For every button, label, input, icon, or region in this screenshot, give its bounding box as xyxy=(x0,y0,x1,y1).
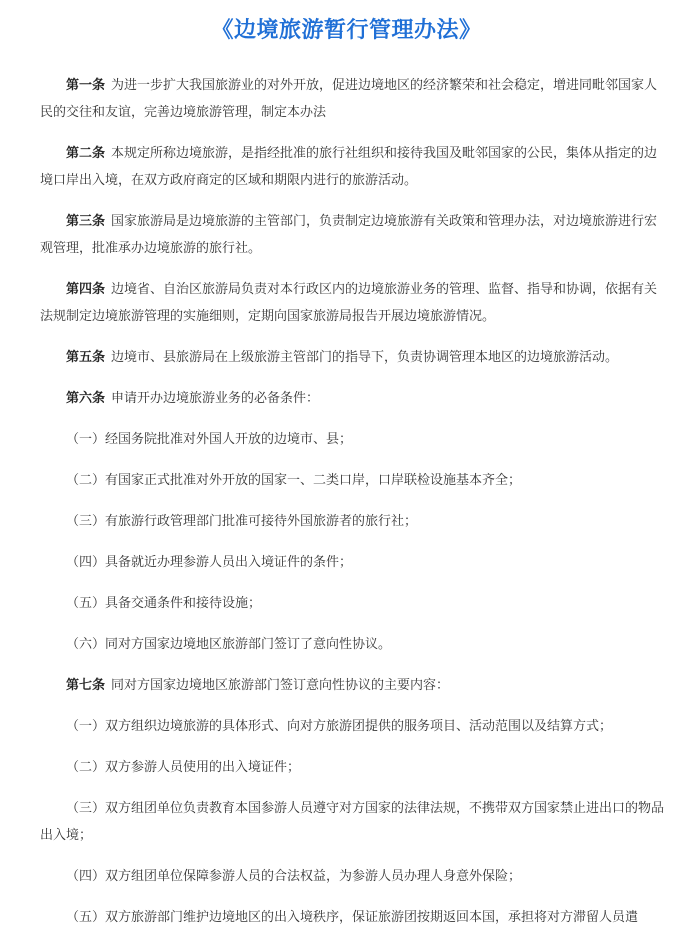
paragraph-text: （一）经国务院批准对外国人开放的边境市、县； xyxy=(66,432,353,447)
article-paragraph xyxy=(40,385,666,412)
document-title: 《边境旅游暂行管理办法》 xyxy=(211,18,482,43)
paragraph-text: （二）有国家正式批准对外开放的国家一、二类口岸，口岸联检设施基本齐全； xyxy=(66,473,522,488)
paragraph-text: （五）具备交通条件和接待设施； xyxy=(66,596,262,611)
article-paragraph xyxy=(40,672,666,699)
list-item xyxy=(40,713,666,740)
list-item xyxy=(40,467,666,494)
paragraph-text: （六）同对方国家边境地区旅游部门签订了意向性协议。 xyxy=(66,637,392,652)
list-item xyxy=(40,754,666,781)
list-item xyxy=(40,904,666,931)
article-number: 第二条 xyxy=(66,146,106,161)
article-paragraph xyxy=(40,72,666,126)
article-number: 第七条 xyxy=(66,678,106,693)
article-number: 第三条 xyxy=(66,214,106,229)
article-paragraph xyxy=(40,276,666,330)
paragraph-text: 为进一步扩大我国旅游业的对外开放，促进边境地区的经济繁荣和社会稳定，增进同毗邻国家人民的交往和友谊，完善边境旅游管理，制定本办法 xyxy=(40,78,658,120)
paragraph-text: 本规定所称边境旅游，是指经批准的旅行社组织和接待我国及毗邻国家的公民，集体从指定的边境口岸出入境，在双方政府商定的区域和期限内进行的旅游活动。 xyxy=(40,146,658,188)
article-paragraph xyxy=(40,344,666,371)
paragraph-text: 边境省、自治区旅游局负责对本行政区内的边境旅游业务的管理、监督、指导和协调，依据有关法规制定边境旅游管理的实施细则，定期向国家旅游局报告开展边境旅游情况。 xyxy=(40,282,658,324)
article-paragraph xyxy=(40,208,666,262)
paragraph-text: 同对方国家边境地区旅游部门签订意向性协议的主要内容： xyxy=(111,678,450,693)
article-number: 第一条 xyxy=(66,78,106,93)
paragraph-text: 国家旅游局是边境旅游的主管部门，负责制定边境旅游有关政策和管理办法，对边境旅游进行宏观管理，批准承办边境旅游的旅行社。 xyxy=(40,214,658,256)
paragraph-text: （二）双方参游人员使用的出入境证件； xyxy=(66,760,301,775)
paragraph-text: （一）双方组织边境旅游的具体形式、向对方旅游团提供的服务项目、活动范围以及结算方式； xyxy=(66,719,613,734)
article-number: 第六条 xyxy=(66,391,106,406)
paragraph-text: （三）有旅游行政管理部门批准可接待外国旅游者的旅行社； xyxy=(66,514,418,529)
list-item xyxy=(40,549,666,576)
list-item xyxy=(40,631,666,658)
list-item xyxy=(40,508,666,535)
list-item xyxy=(40,426,666,453)
document-body xyxy=(0,56,693,931)
article-number: 第四条 xyxy=(66,282,106,297)
list-item xyxy=(40,863,666,890)
article-number: 第五条 xyxy=(66,350,106,365)
article-paragraph xyxy=(40,140,666,194)
paragraph-text: （五）双方旅游部门维护边境地区的出入境秩序，保证旅游团按期返回本国，承担将对方滞留人员遣 xyxy=(66,910,639,925)
paragraph-text: （四）双方组团单位保障参游人员的合法权益，为参游人员办理人身意外保险； xyxy=(66,869,522,884)
list-item xyxy=(40,795,666,849)
paragraph-text: （四）具备就近办理参游人员出入境证件的条件； xyxy=(66,555,353,570)
paragraph-text: （三）双方组团单位负责教育本国参游人员遵守对方国家的法律法规，不携带双方国家禁止进出口的物品出入境； xyxy=(40,801,665,843)
list-item xyxy=(40,590,666,617)
paragraph-text: 边境市、县旅游局在上级旅游主管部门的指导下，负责协调管理本地区的边境旅游活动。 xyxy=(111,350,619,365)
paragraph-text: 申请开办边境旅游业务的必备条件： xyxy=(111,391,320,406)
